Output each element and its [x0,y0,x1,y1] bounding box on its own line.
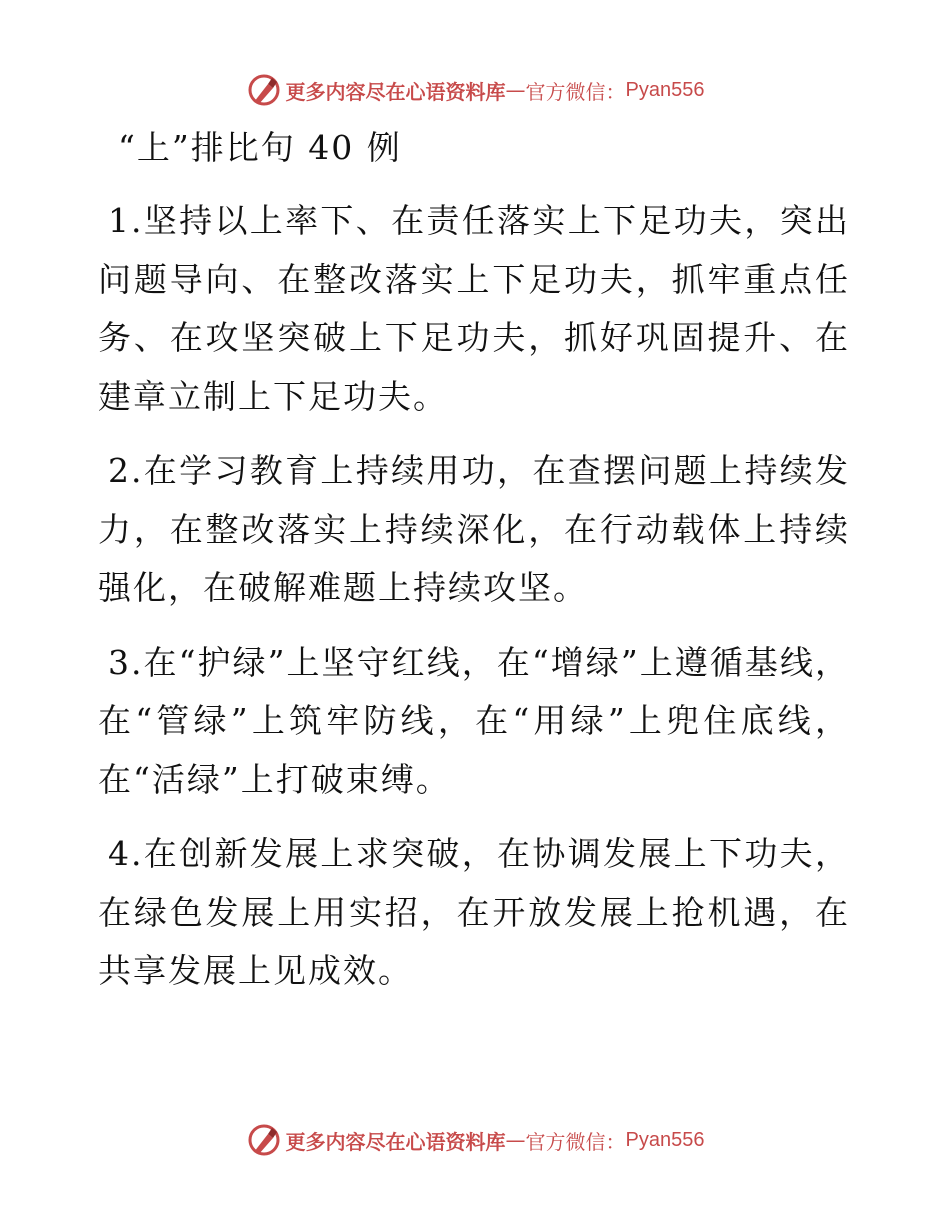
document-body [98,120,850,1001]
banner-separator: — [505,78,526,102]
paragraph-4: 4.在创新发展上求突破，在协调发展上下功夫，在绿色发展上用实招，在开放发展上抢机遇，在共享发展上见成效。 [98,834,850,990]
banner-wechat-id: Pyan556 [625,1128,705,1151]
paragraph-3: 3.在“护绿”上坚守红线，在“增绿”上遵循基线，在“管绿”上筑牢防线，在“用绿”上兜住底线，在“活绿”上打破束缚。 [98,642,850,799]
banner-wechat-id: Pyan556 [625,78,705,101]
banner-wechat-label: 官方微信： [525,1129,626,1154]
banner-brand-text: 更多内容尽在心语资料库 [285,1129,506,1154]
document-title: “上”排比句 40 例 [118,128,402,167]
banner-wechat-label: 官方微信： [525,79,626,104]
paragraph-2: 2.在学习教育上持续用功，在查摆问题上持续发力，在整改落实上持续深化，在行动载体上持续强化，在破解难题上持续攻坚。 [98,451,850,607]
banner-brand-text: 更多内容尽在心语资料库 [285,79,506,104]
header-watermark-banner [0,68,950,112]
footer-watermark-banner [0,1118,950,1162]
banner-separator: — [505,1128,526,1152]
pen-logo-icon [246,72,282,108]
paragraph-1: 1.坚持以上率下、在责任落实上下足功夫，突出问题导向、在整改落实上下足功夫，抓牢重点任务、在攻坚突破上下足功夫，抓好巩固提升、在建章立制上下足功夫。 [98,201,850,416]
pen-logo-icon [246,1122,282,1158]
